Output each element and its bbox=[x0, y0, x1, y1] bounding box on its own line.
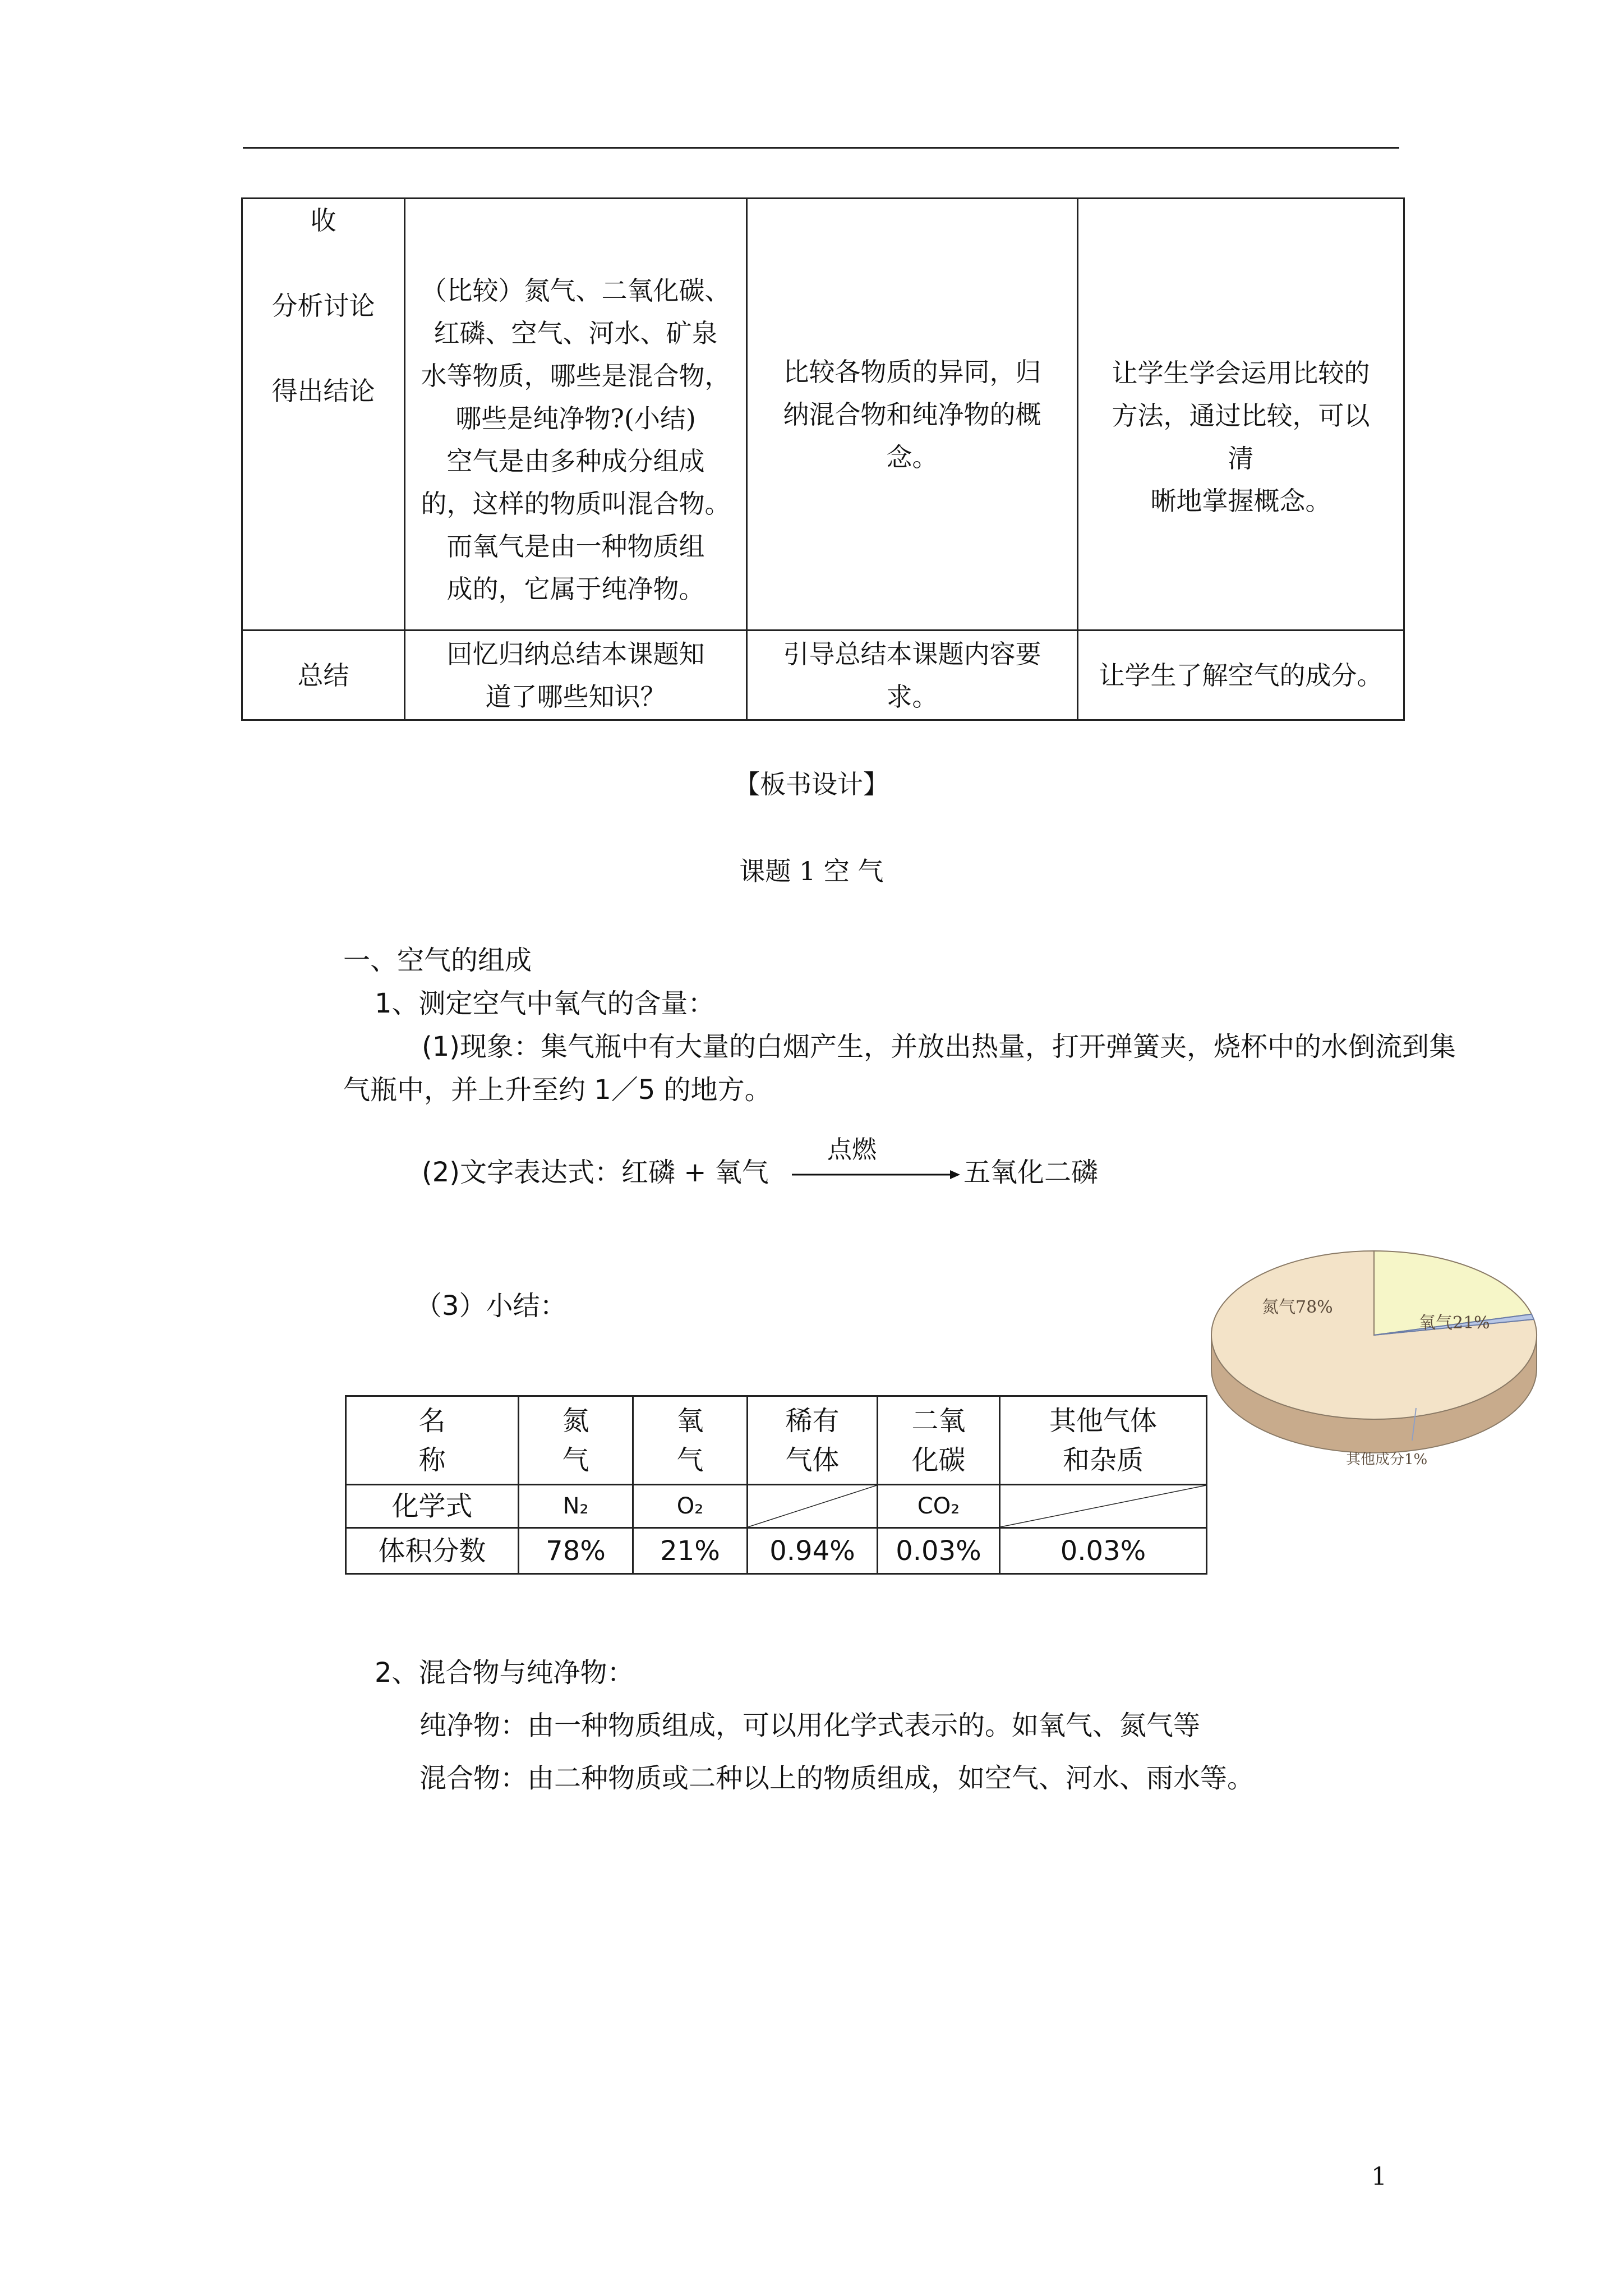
formula-co2: CO₂ bbox=[878, 1485, 1000, 1528]
teacher-line: 引导总结本课题内容要 bbox=[783, 638, 1041, 669]
table-row bbox=[242, 199, 1404, 631]
table-row bbox=[242, 631, 1404, 720]
header-text: 氧 bbox=[676, 1405, 704, 1437]
header-text: 和杂质 bbox=[1062, 1444, 1144, 1476]
header-text: 称 bbox=[418, 1444, 446, 1476]
student-line: 而氧气是由一种物质组 bbox=[446, 531, 705, 562]
teacher-line: 比较各物质的异同，归 bbox=[783, 356, 1041, 387]
stage-cell bbox=[242, 199, 405, 631]
lesson-title: 课题 1 空 气 bbox=[739, 856, 884, 886]
student-activity-cell bbox=[405, 631, 747, 720]
board-design-heading: 【板书设计】 bbox=[734, 769, 889, 799]
teacher-line: 念。 bbox=[886, 441, 938, 472]
volume-o2: 21% bbox=[633, 1528, 748, 1574]
design-intent-cell bbox=[1078, 199, 1404, 631]
phenomenon-line-2: 气瓶中，并上升至约 1／5 的地方。 bbox=[343, 1074, 772, 1106]
header-text: 气 bbox=[676, 1444, 704, 1476]
student-line: 红磷、空气、河水、矿泉 bbox=[434, 318, 718, 348]
student-line: （比较）氮气、二氧化碳、 bbox=[421, 275, 731, 306]
volume-n2: 78% bbox=[519, 1528, 633, 1574]
stage-line: 收 bbox=[310, 205, 336, 236]
intent-line: 让学生了解空气的成分。 bbox=[1099, 660, 1383, 691]
phenomenon-line-1: (1)现象：集气瓶中有大量的白烟产生，并放出热量，打开弹簧夹，烧杯中的水倒流到集 bbox=[422, 1031, 1456, 1062]
student-activity-cell bbox=[405, 199, 747, 631]
stage-line: 得出结论 bbox=[271, 376, 375, 406]
reaction-arrow-icon bbox=[792, 1168, 960, 1181]
header-rule bbox=[243, 147, 1399, 149]
student-line: 空气是由多种成分组成 bbox=[446, 445, 705, 476]
stage-line: 分析讨论 bbox=[271, 291, 375, 321]
formula-other-empty bbox=[1000, 1485, 1207, 1528]
volume-other: 0.03% bbox=[1000, 1528, 1207, 1574]
pure-substance-definition: 纯净物：由一种物质组成，可以用化学式表示的。如氧气、氮气等 bbox=[419, 1710, 1201, 1741]
diagonal-strike-icon bbox=[748, 1485, 877, 1527]
lesson-table bbox=[241, 197, 1405, 721]
table-row bbox=[346, 1485, 1207, 1528]
formula-n2: N₂ bbox=[519, 1485, 633, 1528]
stage-line: 总结 bbox=[297, 660, 349, 691]
air-composition-pie bbox=[1195, 1240, 1553, 1475]
summary-label: （3）小结： bbox=[415, 1290, 567, 1322]
student-line: 道了哪些知识？ bbox=[485, 681, 666, 712]
pie-label-oxygen: 氧气21% bbox=[1419, 1313, 1490, 1333]
header-nitrogen bbox=[519, 1396, 633, 1485]
teacher-activity-cell bbox=[747, 631, 1078, 720]
teacher-line: 纳混合物和纯净物的概 bbox=[783, 399, 1041, 430]
intent-line: 晰地掌握概念。 bbox=[1150, 485, 1331, 516]
header-text: 气 bbox=[562, 1444, 589, 1476]
pie-label-nitrogen: 氮气78% bbox=[1262, 1297, 1333, 1317]
header-text: 稀有 bbox=[785, 1405, 840, 1437]
intent-line: 清 bbox=[1228, 443, 1254, 473]
header-text: 名 bbox=[418, 1405, 446, 1437]
design-intent-cell bbox=[1078, 631, 1404, 720]
student-line: 水等物质，哪些是混合物， bbox=[421, 360, 731, 391]
header-text: 二氧 bbox=[911, 1405, 966, 1437]
mixture-definition: 混合物：由二种物质或二种以上的物质组成，如空气、河水、雨水等。 bbox=[419, 1763, 1255, 1794]
stage-gap bbox=[250, 242, 397, 284]
formula-rare-empty bbox=[748, 1485, 878, 1528]
intent-line: 让学生学会运用比较的 bbox=[1112, 357, 1370, 388]
student-line: 回忆归纳总结本课题知 bbox=[446, 638, 705, 669]
header-co2 bbox=[878, 1396, 1000, 1485]
header-other bbox=[1000, 1396, 1207, 1485]
student-line: 成的，它属于纯净物。 bbox=[446, 573, 705, 604]
student-line: 的，这样的物质叫混合物。 bbox=[421, 488, 731, 519]
header-text: 化碳 bbox=[911, 1444, 966, 1476]
stage-cell bbox=[242, 631, 405, 720]
volume-rare: 0.94% bbox=[748, 1528, 878, 1574]
student-line: 哪些是纯净物?(小结) bbox=[455, 403, 696, 434]
equation-condition: 点燃 bbox=[827, 1135, 877, 1164]
header-oxygen bbox=[633, 1396, 748, 1485]
table-row bbox=[346, 1528, 1207, 1574]
air-composition-table bbox=[345, 1395, 1207, 1575]
item-oxygen-content: 1、测定空气中氧气的含量： bbox=[375, 988, 715, 1019]
formula-o2: O₂ bbox=[633, 1485, 748, 1528]
stage-gap bbox=[250, 327, 397, 370]
intent-line: 方法，通过比较，可以 bbox=[1112, 400, 1370, 431]
section-composition: 一、空气的组成 bbox=[343, 945, 532, 976]
formula-label: 化学式 bbox=[346, 1485, 519, 1528]
header-text: 氮 bbox=[562, 1405, 589, 1437]
table-row bbox=[346, 1396, 1207, 1485]
item-mixture-pure: 2、混合物与纯净物： bbox=[375, 1657, 634, 1688]
teacher-activity-cell bbox=[747, 199, 1078, 631]
volume-label: 体积分数 bbox=[346, 1528, 519, 1574]
header-rare-gas bbox=[748, 1396, 878, 1485]
header-text: 其他气体 bbox=[1049, 1405, 1157, 1437]
teacher-line: 求。 bbox=[886, 681, 938, 712]
volume-co2: 0.03% bbox=[878, 1528, 1000, 1574]
pie-label-others: 其他成分1% bbox=[1346, 1451, 1428, 1468]
diagonal-strike-icon bbox=[1000, 1485, 1206, 1527]
page-number: 1 bbox=[1371, 2162, 1387, 2191]
header-name bbox=[346, 1396, 519, 1485]
equation-prefix: (2)文字表达式：红磷 + 氧气 bbox=[422, 1157, 769, 1188]
equation-product: 五氧化二磷 bbox=[963, 1157, 1099, 1188]
header-text: 气体 bbox=[785, 1444, 840, 1476]
